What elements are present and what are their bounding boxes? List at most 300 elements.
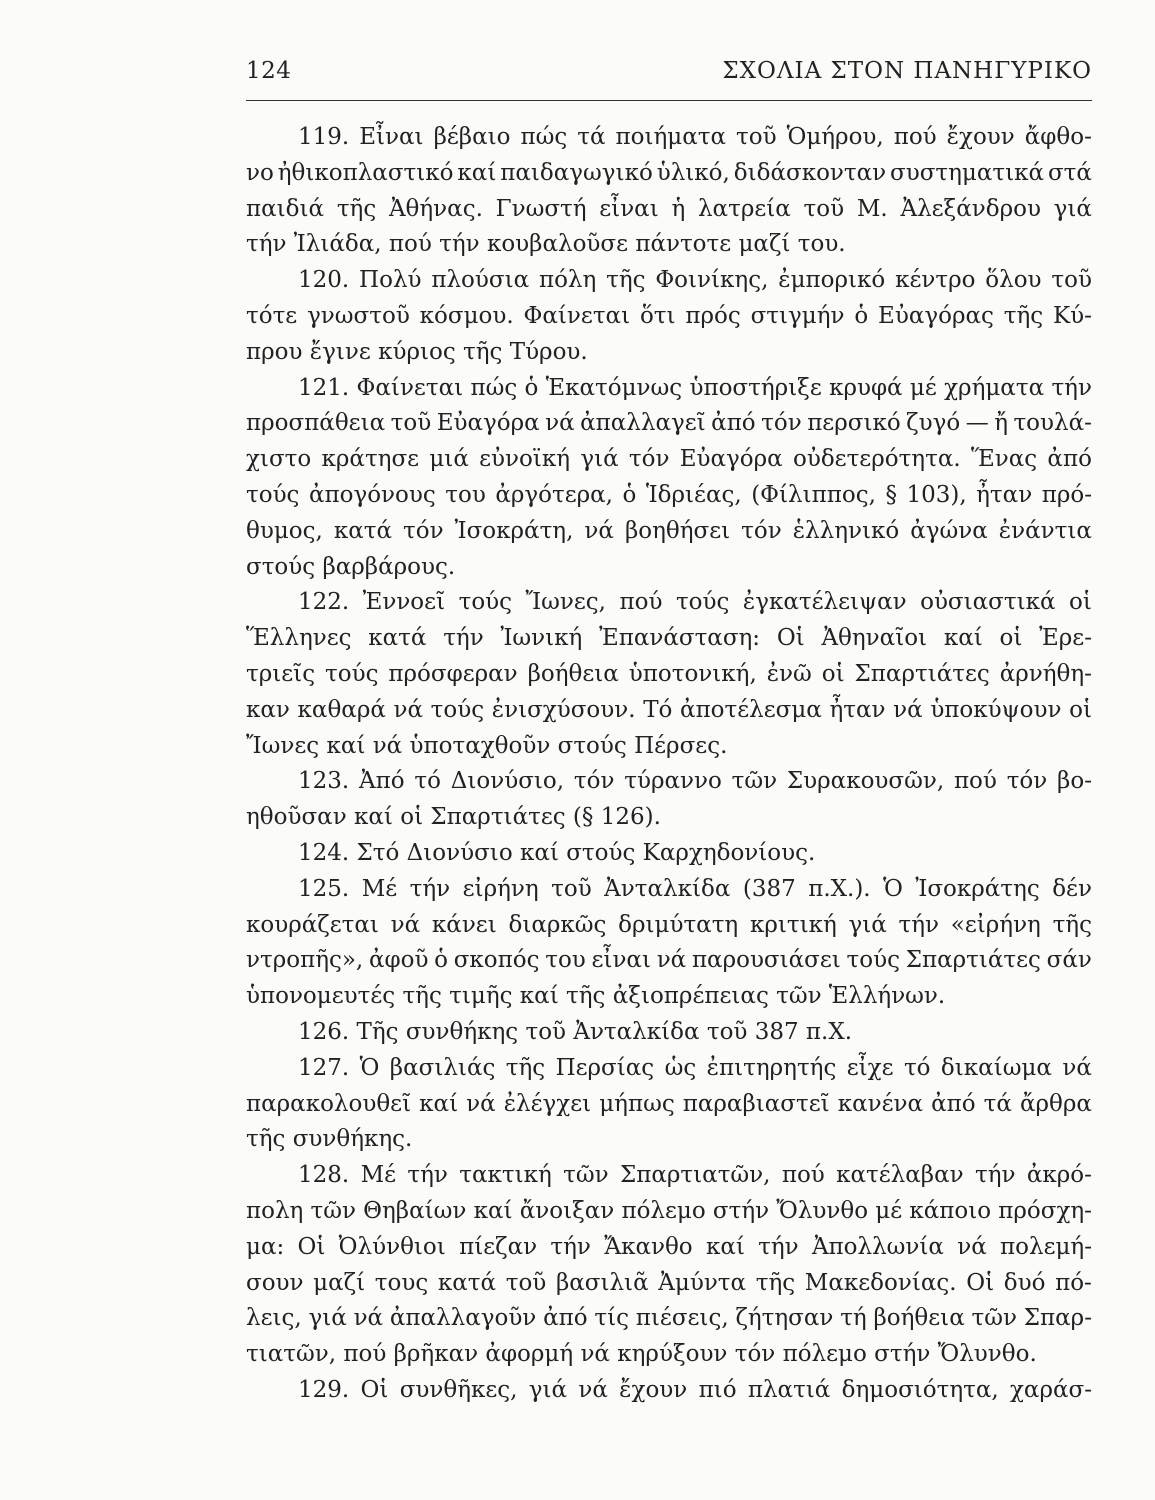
word: τούς: [846, 947, 900, 974]
word: ὡς: [664, 1054, 697, 1081]
word: κάποιο: [909, 1197, 992, 1224]
word: τούς: [246, 481, 300, 508]
word: Κύ-: [1052, 302, 1092, 329]
word: ἠθικοπλαστικό: [277, 159, 454, 186]
word: Συρακουσῶν,: [786, 768, 945, 795]
text-line: [246, 227, 1092, 263]
text-line-content: τῆς συνθήκης.: [246, 1126, 413, 1153]
word: τους: [374, 1269, 429, 1296]
word: πώς: [520, 124, 568, 150]
word: τοῦ: [1051, 267, 1092, 294]
word: τήν: [409, 875, 451, 902]
word: πό-: [1055, 1269, 1092, 1296]
word: (Φίλιππος,: [751, 481, 876, 508]
word: Σπαρτιάτες: [854, 660, 990, 687]
word: ὅλου: [985, 267, 1042, 294]
word: τόν: [403, 517, 444, 544]
word: μα:: [246, 1233, 285, 1260]
word: Σπαρ-: [1023, 1305, 1092, 1332]
word: Ἰσοκράτης: [915, 875, 1040, 902]
word: ἐλέγχει: [503, 1090, 592, 1117]
word: κατά: [368, 625, 427, 652]
word: κόσμου.: [419, 302, 514, 329]
word: καί: [473, 1197, 513, 1224]
word: ἐπιτηρητής: [706, 1054, 837, 1081]
word: 122.: [298, 589, 350, 616]
word: κουράζεται: [246, 911, 379, 938]
word: ἀποτέλεσμα: [680, 696, 822, 723]
page-header: [246, 58, 1092, 94]
word: τίς: [594, 1305, 629, 1332]
word: τή: [840, 1305, 867, 1332]
word: Σπαρτιατῶν,: [619, 1162, 771, 1189]
word: Τό: [643, 696, 673, 723]
word: τῆς: [755, 1269, 796, 1296]
word: Οἱ: [360, 1376, 389, 1403]
word: χρήματα: [944, 374, 1045, 401]
text-line: [246, 943, 1092, 979]
word: Ἐρε-: [1039, 625, 1092, 652]
text-line: [246, 1194, 1092, 1230]
word: Θηβαίων: [363, 1197, 467, 1224]
word: εἰρήνη: [462, 875, 539, 902]
text-line: [246, 1122, 1092, 1158]
word: Οἱ: [966, 1269, 995, 1296]
word: πολεμή-: [1000, 1233, 1092, 1260]
word: τῆς: [1052, 911, 1092, 938]
word: ἄφθο-: [1024, 124, 1092, 150]
text-line: [246, 335, 1092, 371]
text-line: [246, 836, 1092, 872]
word: ἄνοιξαν: [519, 1197, 615, 1224]
word: 120.: [298, 267, 350, 294]
word: 128.: [298, 1162, 350, 1189]
text-line: [246, 156, 1092, 192]
word: Γνωστή: [495, 195, 587, 222]
word: σουν: [246, 1269, 304, 1296]
word: τῆς: [606, 267, 646, 294]
word: οἱ: [821, 660, 845, 687]
word: ὁ: [854, 302, 869, 329]
word: «εἰρήνη: [950, 911, 1041, 938]
word: μέ: [875, 1197, 903, 1224]
text-line: [246, 621, 1092, 657]
word: ἀπό: [1047, 446, 1092, 473]
word: βοηθήσει: [624, 517, 731, 544]
running-title: ΣΧΟΛΙΑ ΣΤΟΝ ΠΑΝΗΓΥΡΙΚΟ: [722, 58, 1092, 84]
word: νά: [353, 1305, 384, 1332]
word: βασιλιάς: [389, 1054, 496, 1081]
word: Σπαρτιάτες: [905, 947, 1041, 974]
word: καθαρά: [297, 696, 386, 723]
text-line-content: ὑπονομευτές τῆς τιμῆς καί τῆς ἀξιοπρέπειας τῶν Ἑλλήνων.: [246, 983, 946, 1010]
word: Μέ: [361, 875, 398, 902]
word: δικαίωμα: [940, 1054, 1052, 1081]
word: Φαίνεται: [356, 374, 464, 401]
text-line: [246, 585, 1092, 621]
word: πού: [893, 124, 937, 150]
word: καν: [246, 696, 290, 723]
word: ὅτι: [639, 302, 676, 329]
word: τόν: [761, 410, 802, 437]
word: τούς: [675, 589, 730, 616]
word: παρουσιάσει: [691, 947, 841, 974]
text-line: [246, 1230, 1092, 1266]
word: καί: [705, 1233, 745, 1260]
word: ὑποστήριξε: [689, 374, 822, 401]
word: ἀπό: [931, 1090, 976, 1117]
word: πόλη: [538, 267, 597, 294]
word: ἄρθρα: [1019, 1090, 1092, 1117]
word: Ἀλεξάνδρου: [900, 195, 1041, 222]
word: ἤ: [994, 410, 1008, 437]
word: ζυγό: [906, 410, 961, 437]
word: ἐμπορικό: [778, 267, 886, 294]
word: Ὁ: [359, 1054, 380, 1081]
text-line-content: 126. Τῆς συνθήκης τοῦ Ἀνταλκίδα τοῦ 387 π.Χ.: [298, 1018, 853, 1045]
word: (387: [742, 875, 796, 902]
word: Ἀνταλκίδα: [604, 875, 731, 902]
word: χαράσ-: [1010, 1376, 1092, 1403]
word: Μακεδονίας.: [804, 1269, 957, 1296]
word: Ἀπό: [359, 768, 405, 795]
word: ἀπαλλαγοῦν: [389, 1305, 537, 1332]
word: τῆς: [505, 1054, 546, 1081]
word: Μ.: [856, 195, 888, 222]
word: Ἕλληνες: [246, 625, 352, 652]
word: βοήθεια: [527, 660, 619, 687]
word: νά: [656, 947, 687, 974]
word: ἐνισχύσουν.: [491, 696, 636, 723]
word: Ἀμύντα: [658, 1269, 747, 1296]
word: διαρκῶς: [508, 911, 607, 938]
word: ἀπό: [711, 410, 756, 437]
word: τήν: [1051, 374, 1092, 401]
word: βασιλιᾶ: [555, 1269, 649, 1296]
word: νο: [246, 159, 274, 186]
text-line: [246, 371, 1092, 407]
word: 119.: [298, 124, 350, 150]
header-rule: [246, 100, 1092, 101]
text-line-content: πρου ἔγινε κύριος τῆς Τύρου.: [246, 338, 588, 365]
text-line: [246, 1015, 1092, 1051]
word: πρό-: [1041, 481, 1092, 508]
word: Οἱ: [776, 625, 805, 652]
word: βο-: [1057, 768, 1092, 795]
word: Ἀπολλωνία: [811, 1233, 944, 1260]
word: τοῦ: [505, 1269, 547, 1296]
word: στήν: [712, 1197, 770, 1224]
word: δέν: [1052, 875, 1092, 902]
word: τόν: [1006, 768, 1048, 795]
word: ἔχουν: [619, 1376, 688, 1403]
word: π.Χ.).: [808, 875, 871, 902]
word: τήν: [443, 625, 484, 652]
word: οἱ: [1069, 589, 1092, 616]
word: εἶναι: [591, 947, 651, 974]
word: 127.: [298, 1054, 350, 1081]
word: γιά: [1053, 195, 1092, 222]
word: περσικό: [807, 410, 901, 437]
word: τῆς: [1003, 302, 1044, 329]
word: ἀπό: [543, 1305, 588, 1332]
text-line: [246, 1051, 1092, 1087]
text-line-content: τήν Ἰλιάδα, πού τήν κουβαλοῦσε πάντοτε μαζί του.: [246, 231, 846, 258]
word: Ἕνας: [970, 446, 1038, 473]
word: ἀπογόνους: [308, 481, 436, 508]
text-line: [246, 693, 1092, 729]
word: τήν: [758, 1233, 799, 1260]
word: πόλεμο: [621, 1197, 706, 1224]
text-line: [246, 406, 1092, 442]
text-line: [246, 764, 1092, 800]
word: τοῦ: [551, 875, 592, 902]
word: τόν: [573, 768, 615, 795]
word: κρυφά: [829, 374, 903, 401]
text-line: [246, 514, 1092, 550]
word: λεις,: [246, 1305, 302, 1332]
word: Ὄλυνθο: [776, 1197, 869, 1224]
word: καί: [943, 625, 983, 652]
word: νά: [957, 1233, 987, 1260]
word: ἔχουν: [946, 124, 1015, 150]
word: τῶν: [310, 1197, 356, 1224]
word: Εὐαγόρα: [436, 410, 540, 437]
word: τῶν: [731, 768, 778, 795]
word: ἀγώνα: [910, 517, 988, 544]
word: κατέλαβαν: [836, 1162, 964, 1189]
text-line-content: Ἴωνες καί νά ὑποταχθοῦν στούς Πέρσες.: [246, 732, 728, 759]
word: §: [885, 481, 897, 508]
word: λατρεία: [697, 195, 791, 222]
word: κάνει: [431, 911, 497, 938]
word: τόν: [628, 446, 670, 473]
word: δριμύτατη: [618, 911, 739, 938]
word: καί: [419, 1090, 459, 1117]
word: Διονύσιο,: [450, 768, 565, 795]
word: ἀργότερα,: [495, 481, 613, 508]
word: συστηματικά: [890, 159, 1045, 186]
word: παιδιά: [246, 195, 325, 222]
word: κριτική: [749, 911, 837, 938]
word: Οἱ: [297, 1233, 326, 1260]
word: νά: [545, 410, 575, 437]
word: τό: [903, 1054, 931, 1081]
word: παιδαγωγικό: [500, 159, 653, 186]
word: τριεῖς: [246, 660, 316, 687]
word: —: [965, 410, 989, 437]
word: γνωστοῦ: [307, 302, 410, 329]
word: οἱ: [1069, 696, 1092, 723]
word: Ὁμήρου,: [786, 124, 884, 150]
word: ἐνῶ: [766, 660, 812, 687]
word: Φαίνεται: [523, 302, 631, 329]
word: προσπάθεια: [246, 410, 386, 437]
word: κέντρο: [895, 267, 976, 294]
word: τύραννο: [624, 768, 722, 795]
text-line: [246, 800, 1092, 836]
word: ἀπαλλαγεῖ: [580, 410, 706, 437]
word: νά: [390, 911, 421, 938]
word: του: [445, 481, 486, 508]
word: ἑλληνικό: [792, 517, 900, 544]
text-line-content: 124. Στό Διονύσιο καί στούς Καρχηδονίους.: [298, 839, 816, 866]
word: τήν: [898, 911, 940, 938]
word: νά: [393, 696, 424, 723]
word: παρακολουθεῖ: [246, 1090, 412, 1117]
word: πολη: [246, 1197, 304, 1224]
word: νά: [466, 1090, 496, 1117]
word: βοήθεια: [873, 1305, 965, 1332]
word: πού: [953, 768, 997, 795]
word: πού: [619, 589, 663, 616]
word: κατά: [437, 1269, 497, 1296]
word: γιά: [528, 1376, 568, 1403]
word: Ἱδριέας,: [645, 481, 742, 508]
word: Ἰωνική: [500, 625, 583, 652]
word: χιστο: [246, 446, 312, 473]
word: Φοινίκης,: [655, 267, 769, 294]
word: Ὁ: [883, 875, 903, 902]
page-number: 124: [246, 58, 292, 84]
word: Ἄκανθο: [604, 1233, 693, 1260]
word: πρόσφεραν: [388, 660, 518, 687]
word: εὐνοϊκή: [479, 446, 571, 473]
text-line: [246, 550, 1092, 586]
word: γιά: [580, 446, 619, 473]
text-line: [246, 263, 1092, 299]
word: μέ: [909, 374, 937, 401]
word: πίεζαν: [459, 1233, 538, 1260]
word: κανένα: [837, 1090, 924, 1117]
word: ἀκρό-: [1026, 1162, 1092, 1189]
word: ὑποκύψουν: [930, 696, 1062, 723]
word: τά: [983, 1090, 1012, 1117]
word: ὁ: [434, 947, 449, 974]
word: τό: [414, 768, 441, 795]
word: ἦταν: [976, 481, 1033, 508]
word: κατά: [333, 517, 393, 544]
word: πιέσεις,: [635, 1305, 729, 1332]
text-line: [246, 657, 1092, 693]
text-line: [246, 908, 1092, 944]
word: μιά: [429, 446, 469, 473]
word: ὁ: [524, 374, 539, 401]
word: νά: [1062, 1054, 1092, 1081]
word: ἡ: [671, 195, 686, 222]
text-line: [246, 979, 1092, 1015]
text-line: [246, 1373, 1092, 1409]
text-line: [246, 1266, 1092, 1302]
text-line: [246, 729, 1092, 765]
word: Ὀλύνθιοι: [338, 1233, 446, 1260]
word: ἐγκατέλειψαν: [742, 589, 907, 616]
word: κράτησε: [321, 446, 420, 473]
word: 103),: [906, 481, 967, 508]
text-line-content: τιατῶν, πού βρῆκαν ἀφορμή νά κηρύξουν τόν πόλεμο στήν Ὄλυνθο.: [246, 1341, 1037, 1368]
word: εἶχε: [846, 1054, 894, 1081]
word: συνθῆκες,: [399, 1376, 518, 1403]
word: Εἶναι: [359, 124, 424, 150]
word: Περσίας: [555, 1054, 655, 1081]
word: του: [545, 947, 586, 974]
word: τουλά-: [1013, 410, 1092, 437]
word: σάν: [1046, 947, 1092, 974]
word: τήν: [550, 1233, 591, 1260]
word: δημοσιότητα,: [841, 1376, 999, 1403]
word: τούς: [458, 589, 513, 616]
word: Πολύ: [359, 267, 422, 294]
word: παραβιαστεῖ: [682, 1090, 830, 1117]
word: νά: [584, 517, 614, 544]
word: νά: [893, 696, 923, 723]
word: τούς: [325, 660, 379, 687]
word: οὐδετερότητα.: [792, 446, 961, 473]
word: τά: [577, 124, 606, 150]
word: πιό: [698, 1376, 737, 1403]
notes-body: [246, 120, 1092, 1409]
word: δυό: [1003, 1269, 1046, 1296]
word: Ἀθήνας.: [388, 195, 483, 222]
word: ἀφοῦ: [368, 947, 429, 974]
text-line: [246, 1337, 1092, 1373]
word: οἱ: [999, 625, 1023, 652]
word: 123.: [298, 768, 350, 795]
word: τούς: [430, 696, 485, 723]
word: εἶναι: [599, 195, 659, 222]
word: καί: [457, 159, 497, 186]
word: Ἰσοκράτη,: [454, 517, 574, 544]
word: στά: [1047, 159, 1092, 186]
word: ὁ: [622, 481, 637, 508]
word: Εὐαγόρα: [679, 446, 783, 473]
word: τοῦ: [803, 195, 845, 222]
word: τακτική: [459, 1162, 552, 1189]
text-line: [246, 192, 1092, 228]
text-line: [246, 299, 1092, 335]
word: πώς: [470, 374, 518, 401]
word: πλατιά: [747, 1376, 831, 1403]
word: 125.: [298, 875, 350, 902]
text-line: [246, 1087, 1092, 1123]
word: Ἑκατόμνως: [545, 374, 683, 401]
word: τῶν: [563, 1162, 609, 1189]
word: ποιήματα: [615, 124, 726, 150]
word: πρόσχη-: [998, 1197, 1092, 1224]
text-line: [246, 1301, 1092, 1337]
word: γιά: [848, 911, 887, 938]
word: διδάσκονταν: [733, 159, 887, 186]
word: Ἴωνες,: [525, 589, 606, 616]
word: τήν: [974, 1162, 1016, 1189]
word: Ἀθηναῖοι: [821, 625, 928, 652]
word: Εὐαγόρας: [878, 302, 994, 329]
word: 121.: [298, 374, 350, 401]
word: ἀρνήθη-: [999, 660, 1092, 687]
word: τοῦ: [736, 124, 777, 150]
word: ὑλικό,: [656, 159, 730, 186]
word: γιά: [308, 1305, 347, 1332]
word: ἦταν: [829, 696, 886, 723]
word: τότε: [246, 302, 298, 329]
word: τόν: [741, 517, 782, 544]
word: τῶν: [971, 1305, 1017, 1332]
word: ντροπῆς»,: [246, 947, 364, 974]
word: 129.: [298, 1376, 350, 1403]
word: πλούσια: [431, 267, 530, 294]
text-line: [246, 120, 1092, 156]
word: τήν: [407, 1162, 448, 1189]
